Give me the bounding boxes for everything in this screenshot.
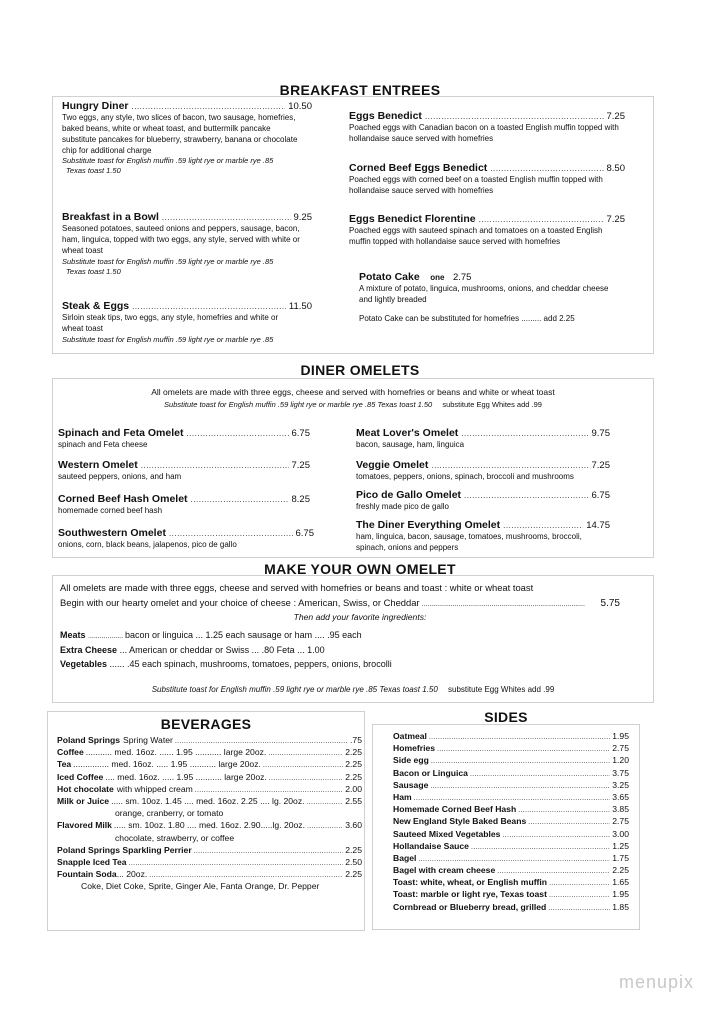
myo-line-2 bbox=[60, 597, 620, 611]
item-sub: Substitute toast for English muffin .59 light rye or marble rye .85 bbox=[62, 334, 274, 344]
side-row bbox=[393, 829, 629, 841]
item-name: Western Omelet bbox=[58, 459, 138, 471]
bev-price: 3.60 bbox=[345, 820, 362, 831]
myo-meats-label: Meats bbox=[60, 630, 86, 640]
item-price: 2.75 bbox=[452, 272, 472, 283]
bev-row bbox=[57, 735, 362, 747]
item-desc: Poached eggs with Canadian bacon on a toasted English muffin topped with hollandaise sauce served with homefries bbox=[349, 123, 619, 143]
myo-cheese bbox=[60, 645, 325, 656]
item-price: 6.75 bbox=[291, 428, 310, 439]
item-desc: Two eggs, any style, two slices of bacon, two sausage, homefries, baked beans, white or wheat toast, and buttermilk pancake bbox=[62, 113, 296, 133]
item-sub: Potato Cake can be substituted for homefries ......... add 2.25 bbox=[359, 313, 575, 323]
item-name: Veggie Omelet bbox=[356, 459, 429, 471]
bev-detail: ..... sm. 10oz. 1.45 .... med. 16oz. 2.25 .... lg. 20oz. bbox=[111, 795, 305, 806]
side-name: Toast: white, wheat, or English muffin bbox=[393, 877, 548, 888]
item-desc: A mixture of potato, linguica, mushrooms, onions, and cheddar cheese and lightly breaded bbox=[359, 284, 609, 304]
bev-detail: .... med. 16oz. ..... 1.95 ........... large 20oz. bbox=[105, 771, 267, 782]
bev-row bbox=[57, 784, 362, 796]
side-name: Homefries bbox=[393, 743, 436, 754]
side-price: 1.25 bbox=[612, 840, 629, 851]
menu-item-potato-cake bbox=[359, 271, 621, 325]
bev-price: 2.25 bbox=[345, 869, 362, 880]
bev-price: 2.00 bbox=[345, 783, 362, 794]
side-price: 1.75 bbox=[612, 852, 629, 863]
side-row bbox=[393, 853, 629, 865]
bev-continuation: orange, cranberry, or tomato bbox=[115, 808, 224, 819]
side-row bbox=[393, 768, 629, 780]
bev-name: Poland Springs Sparkling Perrier bbox=[57, 844, 192, 855]
side-row bbox=[393, 865, 629, 877]
side-name: Hollandaise Sauce bbox=[393, 840, 469, 851]
item-desc: homemade corned beef hash bbox=[58, 506, 163, 516]
item-name: Potato Cake bbox=[359, 271, 420, 283]
item-price: 14.75 bbox=[586, 520, 610, 531]
item-desc: Sirloin steak tips, two eggs, any style, homefries and white or wheat toast bbox=[62, 313, 279, 333]
item-name: Breakfast in a Bowl bbox=[62, 211, 159, 223]
myo-dots: .................................................................................... bbox=[421, 601, 585, 608]
side-row bbox=[393, 804, 629, 816]
side-row bbox=[393, 780, 629, 792]
item-price: 7.25 bbox=[291, 460, 310, 471]
item-desc: Poached eggs with sauteed spinach and tomatoes on a toasted English muffin topped with hollandaise sauce served with homefries bbox=[349, 226, 603, 246]
myo-veg-label: Vegetables bbox=[60, 659, 108, 669]
side-name: Bagel with cream cheese bbox=[393, 865, 496, 876]
item-sub: Substitute toast for English muffin .59 light rye or marble rye .85 bbox=[62, 256, 274, 266]
side-price: 1.95 bbox=[612, 889, 629, 900]
bev-detail: with whipped cream bbox=[116, 783, 193, 794]
item-price: 9.25 bbox=[293, 212, 312, 223]
bev-price: 2.25 bbox=[345, 759, 362, 770]
side-name: Side egg bbox=[393, 755, 429, 766]
bev-name: Milk or Juice bbox=[57, 795, 110, 806]
side-row bbox=[393, 889, 629, 901]
menu-item-diner-everything bbox=[356, 519, 610, 554]
item-name: Hungry Diner bbox=[62, 100, 129, 112]
side-price: 2.75 bbox=[612, 743, 629, 754]
bev-name: Iced Coffee bbox=[57, 771, 104, 782]
menu-item-meat-lovers bbox=[356, 427, 610, 451]
side-price: 3.85 bbox=[612, 804, 629, 815]
side-name: Bagel bbox=[393, 852, 417, 863]
myo-line-2-text: Begin with our hearty omelet and your choice of cheese : American, Swiss, or Cheddar bbox=[60, 597, 420, 608]
myo-then: Then add your favorite ingredients: bbox=[293, 612, 427, 622]
bev-name: Poland Springs bbox=[57, 735, 121, 745]
item-desc: sauteed peppers, onions, and ham bbox=[58, 472, 182, 482]
bev-name: Hot chocolate bbox=[57, 783, 114, 794]
bev-price: 2.25 bbox=[345, 747, 362, 758]
side-price: 1.85 bbox=[612, 901, 629, 912]
item-price: 8.50 bbox=[606, 163, 625, 174]
make-your-own-title: MAKE YOUR OWN OMELET bbox=[264, 561, 456, 577]
item-price: 11.50 bbox=[288, 301, 312, 312]
item-name: Corned Beef Eggs Benedict bbox=[349, 162, 488, 174]
side-name: Cornbread or Blueberry bread, grilled bbox=[393, 901, 547, 912]
omelets-sub-text-2: substitute Egg Whites add .99 bbox=[442, 400, 542, 409]
bev-name: Tea bbox=[57, 759, 72, 770]
bev-name: Flavored Milk bbox=[57, 820, 112, 831]
myo-base-price: 5.75 bbox=[600, 598, 620, 609]
item-name: Southwestern Omelet bbox=[58, 527, 166, 539]
bev-row bbox=[57, 759, 362, 771]
menu-item-veggie bbox=[356, 459, 610, 483]
myo-sub-text: Substitute toast for English muffin .59 light rye or marble rye .85 Texas toast 1.50 bbox=[151, 685, 438, 694]
menu-item-steak-eggs bbox=[62, 300, 312, 345]
side-row bbox=[393, 877, 629, 889]
bev-row bbox=[57, 869, 362, 881]
side-price: 2.75 bbox=[612, 816, 629, 827]
side-price: 3.25 bbox=[612, 779, 629, 790]
side-name: Oatmeal bbox=[393, 731, 427, 741]
item-name: Eggs Benedict Florentine bbox=[349, 213, 476, 225]
bev-price: .75 bbox=[350, 735, 362, 745]
item-desc: tomatoes, peppers, onions, spinach, broccoli and mushrooms bbox=[356, 472, 574, 482]
side-name: Homemade Corned Beef Hash bbox=[393, 804, 517, 815]
side-name: Sausage bbox=[393, 779, 429, 790]
side-row bbox=[393, 792, 629, 804]
myo-meats bbox=[60, 630, 362, 642]
bev-price: 2.25 bbox=[345, 844, 362, 855]
bev-continuation: chocolate, strawberry, or coffee bbox=[115, 832, 235, 843]
menu-item-western bbox=[58, 459, 310, 483]
side-name: New England Style Baked Beans bbox=[393, 816, 527, 827]
breakfast-title: BREAKFAST ENTREES bbox=[279, 82, 441, 98]
omelets-note: All omelets are made with three eggs, cheese and served with homefries or beans and white or wheat toast bbox=[151, 387, 555, 397]
side-row bbox=[393, 816, 629, 828]
side-row bbox=[393, 731, 629, 743]
bev-detail: ........... med. 16oz. ...... 1.95 ........... large 20oz. bbox=[85, 747, 267, 758]
bev-price: 2.55 bbox=[345, 795, 362, 806]
menu-item-pico-de-gallo bbox=[356, 489, 610, 513]
item-desc: bacon, sausage, ham, linguica bbox=[356, 440, 465, 450]
menu-item-corned-beef-hash bbox=[58, 493, 310, 517]
item-qty: one bbox=[430, 273, 445, 282]
item-name: The Diner Everything Omelet bbox=[356, 519, 501, 531]
side-price: 1.20 bbox=[612, 755, 629, 766]
myo-cheese-text: ... American or cheddar or Swiss ... .80 Feta ... 1.00 bbox=[119, 645, 325, 655]
bev-detail: ..... sm. 10oz. 1.80 .... med. 16oz. 2.90.....lg. 20oz. bbox=[113, 820, 305, 831]
item-name: Steak & Eggs bbox=[62, 300, 130, 312]
side-name: Bacon or Linguica bbox=[393, 767, 468, 778]
bev-row bbox=[57, 747, 362, 759]
omelets-sub-text: Substitute toast for English muffin .59 light rye or marble rye .85 Texas toast 1.50 bbox=[164, 400, 433, 409]
myo-cheese-label: Extra Cheese bbox=[60, 645, 118, 655]
beverages-title: BEVERAGES bbox=[160, 716, 252, 732]
bev-row bbox=[57, 820, 362, 832]
item-price: 6.75 bbox=[295, 528, 314, 539]
item-price: 6.75 bbox=[591, 490, 610, 501]
side-row bbox=[393, 755, 629, 767]
bev-name: Coffee bbox=[57, 747, 84, 758]
myo-sub-text-2: substitute Egg Whites add .99 bbox=[448, 685, 555, 694]
myo-meats-text: bacon or linguica ... 1.25 each sausage or ham .... .95 each bbox=[124, 630, 362, 640]
item-price: 10.50 bbox=[288, 101, 312, 112]
bev-name: Snapple Iced Tea bbox=[57, 856, 127, 867]
bev-footer: Coke, Diet Coke, Sprite, Ginger Ale, Fanta Orange, Dr. Pepper bbox=[81, 881, 320, 892]
menu-item-spinach-feta bbox=[58, 427, 310, 451]
side-row bbox=[393, 841, 629, 853]
item-desc: Seasoned potatoes, sauteed onions and peppers, sausage, bacon, ham, linguica, topped with two eggs, any style, served with white or wheat toast bbox=[62, 224, 300, 255]
omelets-title: DINER OMELETS bbox=[300, 362, 420, 378]
side-name: Sauteed Mixed Vegetables bbox=[393, 828, 501, 839]
side-price: 3.65 bbox=[612, 791, 629, 802]
watermark: menupix bbox=[618, 971, 694, 992]
bev-price: 2.25 bbox=[345, 771, 362, 782]
myo-line-1: All omelets are made with three eggs, cheese and served with homefries or beans and toast : white or wheat toast bbox=[60, 582, 534, 593]
item-desc-2: substitute pancakes for blueberry, strawberry, banana or chocolate chip for additional charge bbox=[62, 134, 298, 155]
item-name: Eggs Benedict bbox=[349, 110, 422, 122]
menu-item-corned-beef-benedict bbox=[349, 162, 625, 197]
menu-item-eggs-benedict bbox=[349, 110, 625, 145]
item-price: 7.25 bbox=[591, 460, 610, 471]
bev-row bbox=[57, 772, 362, 784]
side-price: 1.65 bbox=[612, 877, 629, 888]
item-desc: onions, corn, black beans, jalapenos, pico de gallo bbox=[58, 540, 237, 550]
item-price: 7.25 bbox=[606, 214, 625, 225]
sides-list bbox=[393, 731, 629, 914]
item-name: Meat Lover's Omelet bbox=[356, 427, 459, 439]
item-desc: Poached eggs with corned beef on a toasted English muffin topped with hollandaise sauce served with homefries bbox=[349, 175, 603, 195]
item-desc: freshly made pico de gallo bbox=[356, 502, 449, 512]
side-price: 3.00 bbox=[612, 828, 629, 839]
side-row bbox=[393, 743, 629, 755]
bev-row bbox=[57, 845, 362, 857]
item-price: 7.25 bbox=[606, 111, 625, 122]
side-name: Ham bbox=[393, 791, 412, 802]
side-price: 1.95 bbox=[612, 731, 629, 741]
beverages-list bbox=[57, 735, 362, 893]
bev-detail: ... 20oz. bbox=[116, 869, 148, 880]
bev-price: 2.50 bbox=[345, 856, 362, 867]
side-name: Toast: marble or light rye, Texas toast bbox=[393, 889, 547, 900]
item-desc: ham, linguica, bacon, sausage, tomatoes, mushrooms, broccoli, spinach, onions and peppers bbox=[356, 532, 582, 552]
myo-meats-dots: .................. bbox=[88, 633, 125, 640]
side-row bbox=[393, 902, 629, 914]
side-price: 2.25 bbox=[612, 865, 629, 876]
item-price: 9.75 bbox=[591, 428, 610, 439]
item-sub-2: Texas toast 1.50 bbox=[66, 266, 121, 276]
item-name: Corned Beef Hash Omelet bbox=[58, 493, 188, 505]
menu-item-hungry-diner bbox=[62, 100, 312, 177]
bev-detail: Spring Water bbox=[123, 735, 173, 745]
bev-name: Fountain Soda bbox=[57, 869, 117, 880]
myo-veg-text: ...... .45 each spinach, mushrooms, tomatoes, peppers, onions, brocolli bbox=[109, 659, 392, 669]
item-price: 8.25 bbox=[291, 494, 310, 505]
side-price: 3.75 bbox=[612, 767, 629, 778]
item-desc: spinach and Feta cheese bbox=[58, 440, 148, 450]
item-name: Spinach and Feta Omelet bbox=[58, 427, 184, 439]
item-sub-2: Texas toast 1.50 bbox=[66, 166, 121, 176]
item-name: Pico de Gallo Omelet bbox=[356, 489, 462, 501]
menu-item-breakfast-bowl bbox=[62, 211, 312, 277]
menu-item-benedict-florentine bbox=[349, 213, 625, 248]
sides-title: SIDES bbox=[484, 709, 528, 725]
myo-vegetables bbox=[60, 659, 392, 670]
item-sub: Substitute toast for English muffin .59 light rye or marble rye .85 bbox=[62, 156, 274, 166]
myo-sub bbox=[52, 685, 654, 695]
bev-row bbox=[57, 796, 362, 808]
menu-item-southwestern bbox=[58, 527, 314, 551]
bev-detail: ............... med. 16oz. ..... 1.95 ........... large 20oz. bbox=[73, 759, 261, 770]
omelets-note-sub bbox=[52, 400, 654, 409]
bev-row bbox=[57, 857, 362, 869]
